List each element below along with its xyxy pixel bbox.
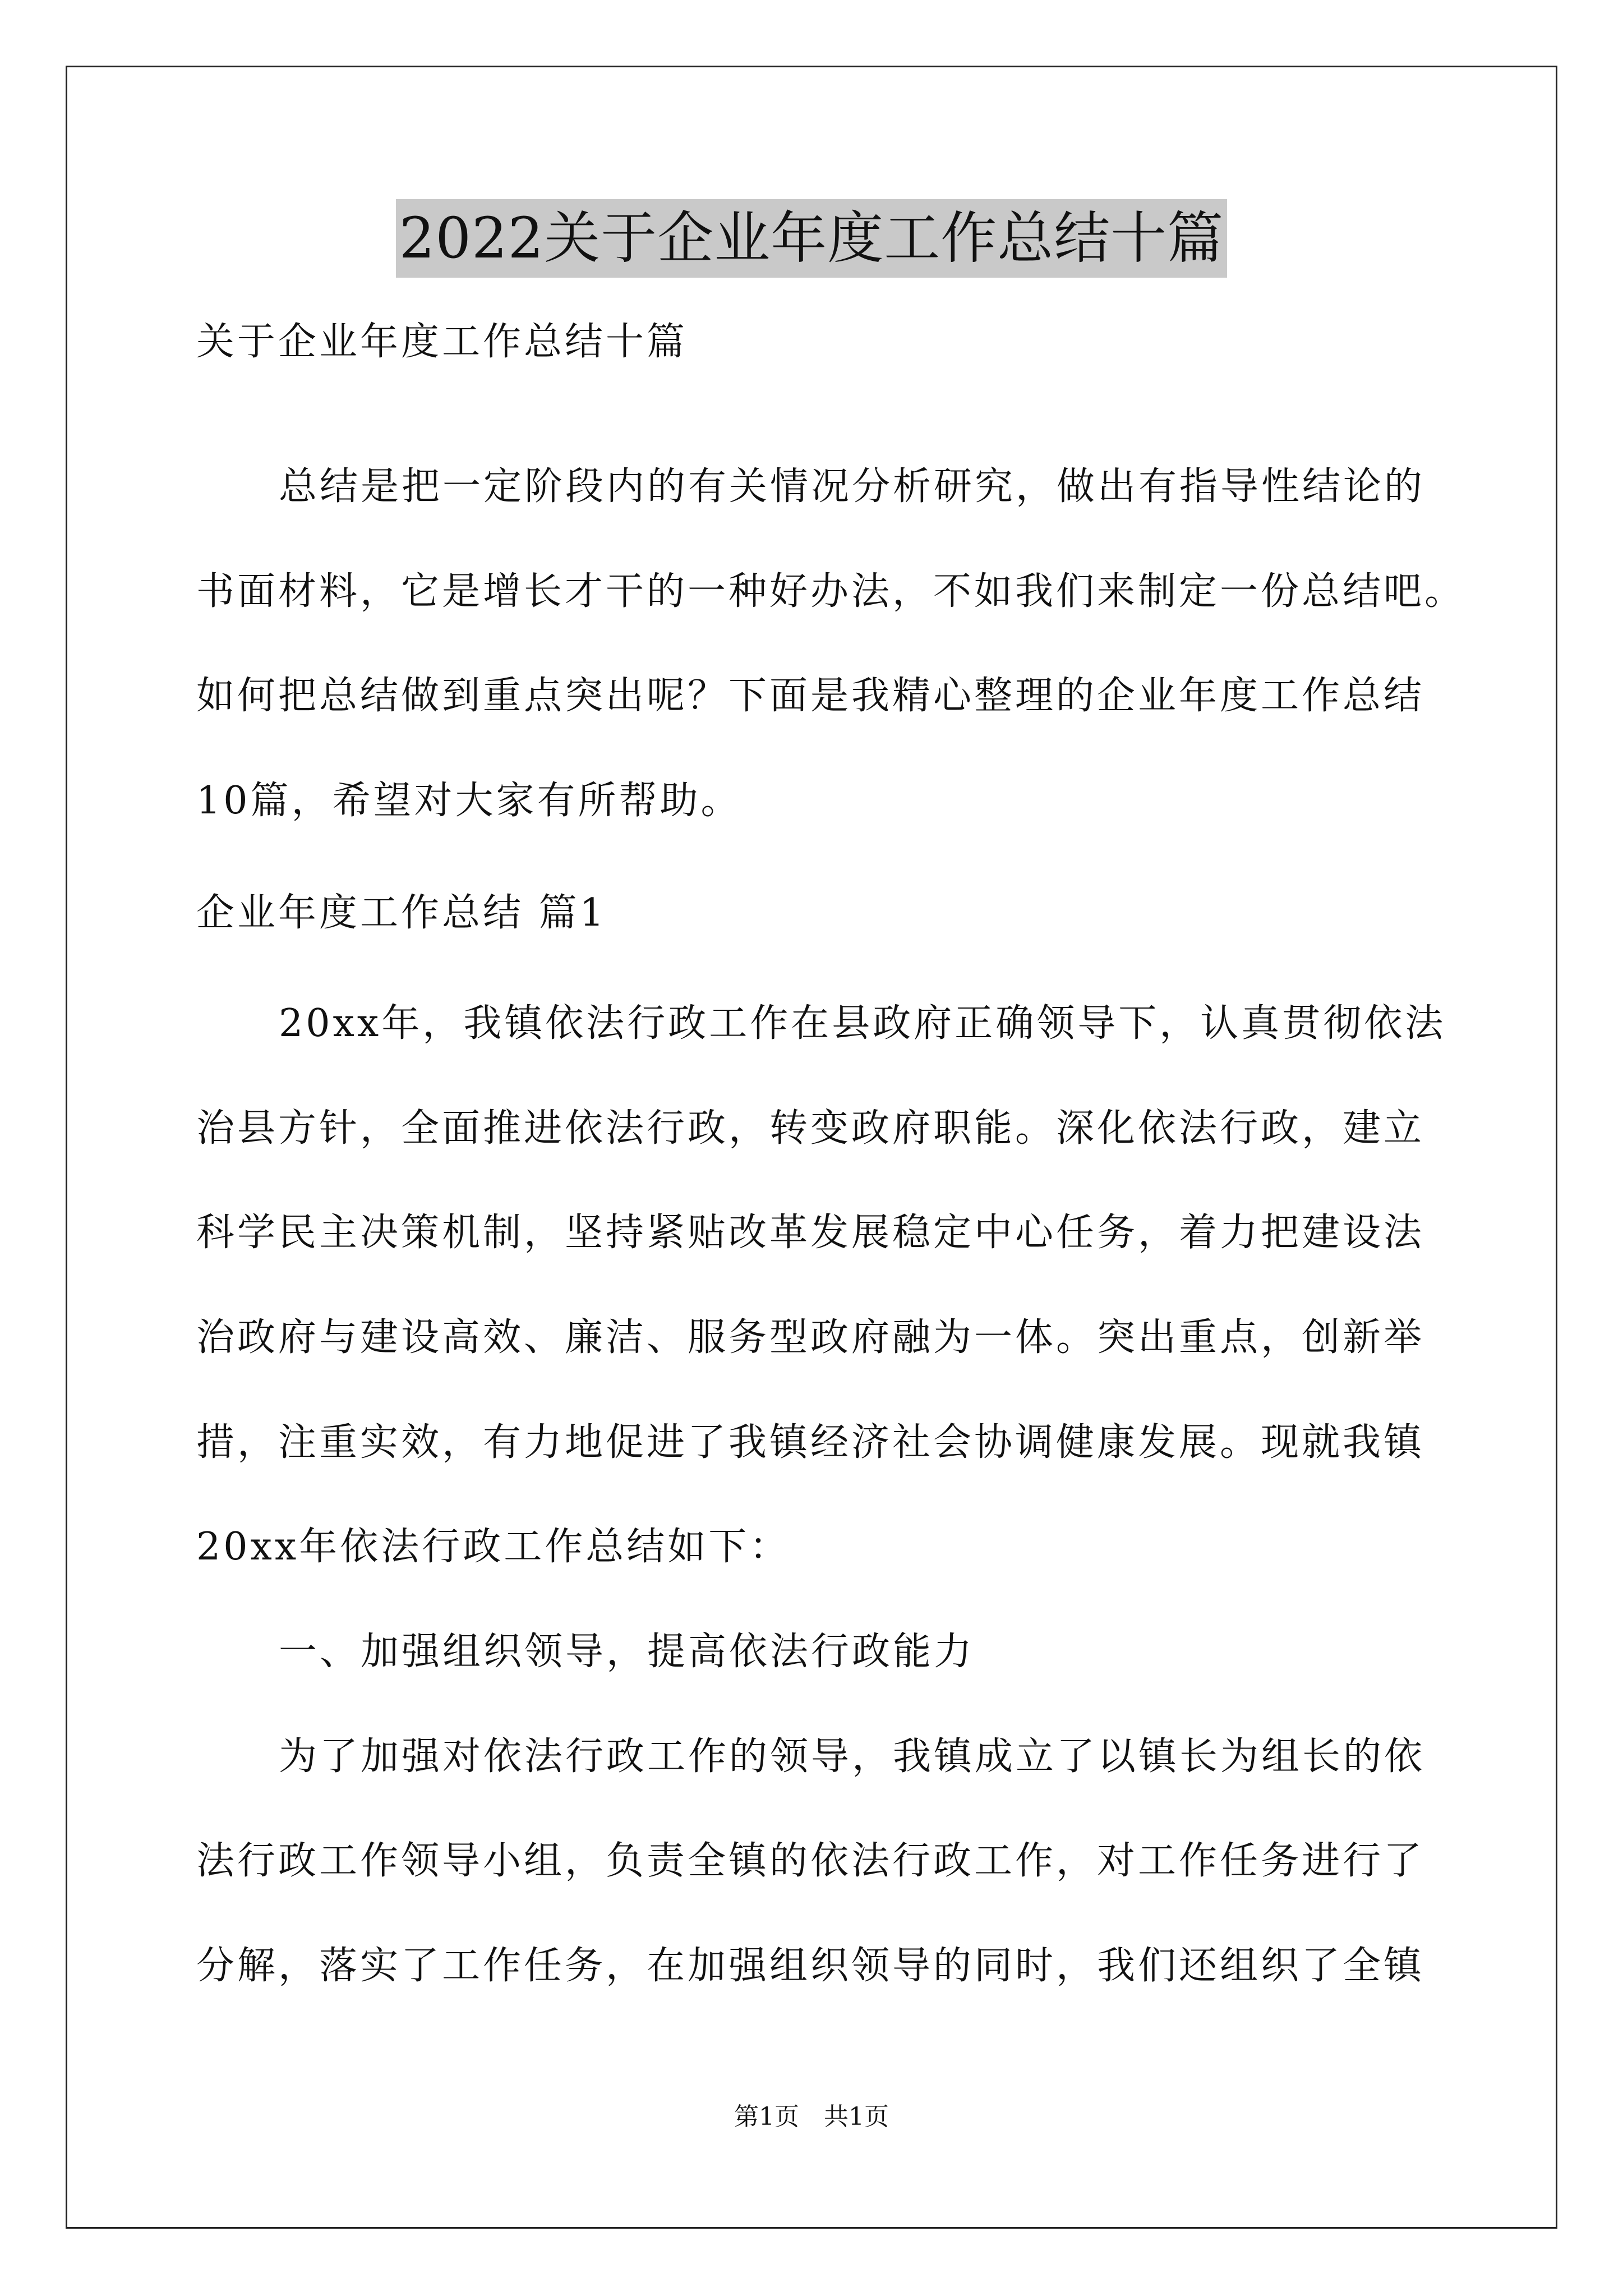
paragraph-line: 治县方针，全面推进依法行政，转变政府职能。深化依法行政，建立 bbox=[196, 1106, 1425, 1151]
document-title: 2022关于企业年度工作总结十篇 bbox=[396, 199, 1228, 278]
paragraph-line: 分解，落实了工作任务，在加强组织领导的同时，我们还组织了全镇 bbox=[196, 1944, 1425, 1988]
paragraph-line: 10篇，希望对大家有所帮助。 bbox=[196, 779, 742, 823]
paragraph-line: 科学民主决策机制，坚持紧贴改革发展稳定中心任务，着力把建设法 bbox=[196, 1211, 1425, 1255]
paragraph-line: 法行政工作领导小组，负责全镇的依法行政工作，对工作任务进行了 bbox=[196, 1839, 1425, 1883]
subtitle-line: 关于企业年度工作总结十篇 bbox=[196, 320, 688, 364]
section-heading: 企业年度工作总结 篇1 bbox=[196, 891, 607, 935]
paragraph-line: 20xx年，我镇依法行政工作在县政府正确领导下，认真贯彻依法 bbox=[279, 1001, 1446, 1046]
subsection-heading: 一、加强组织领导，提高依法行政能力 bbox=[279, 1630, 975, 1674]
paragraph-line: 治政府与建设高效、廉洁、服务型政府融为一体。突出重点，创新举 bbox=[196, 1315, 1425, 1360]
paragraph-line: 措，注重实效，有力地促进了我镇经济社会协调健康发展。现就我镇 bbox=[196, 1420, 1425, 1465]
paragraph-line: 书面材料，它是增长才干的一种好办法，不如我们来制定一份总结吧。 bbox=[196, 569, 1466, 614]
page-footer: 第1页 共1页 bbox=[734, 2102, 889, 2131]
paragraph-line: 总结是把一定阶段内的有关情况分析研究，做出有指导性结论的 bbox=[279, 464, 1426, 509]
paragraph-line: 为了加强对依法行政工作的领导，我镇成立了以镇长为组长的依 bbox=[279, 1734, 1426, 1779]
paragraph-line: 20xx年依法行政工作总结如下： bbox=[196, 1525, 791, 1569]
title-container bbox=[0, 199, 1623, 278]
paragraph-line: 如何把总结做到重点突出呢？下面是我精心整理的企业年度工作总结 bbox=[196, 674, 1425, 718]
